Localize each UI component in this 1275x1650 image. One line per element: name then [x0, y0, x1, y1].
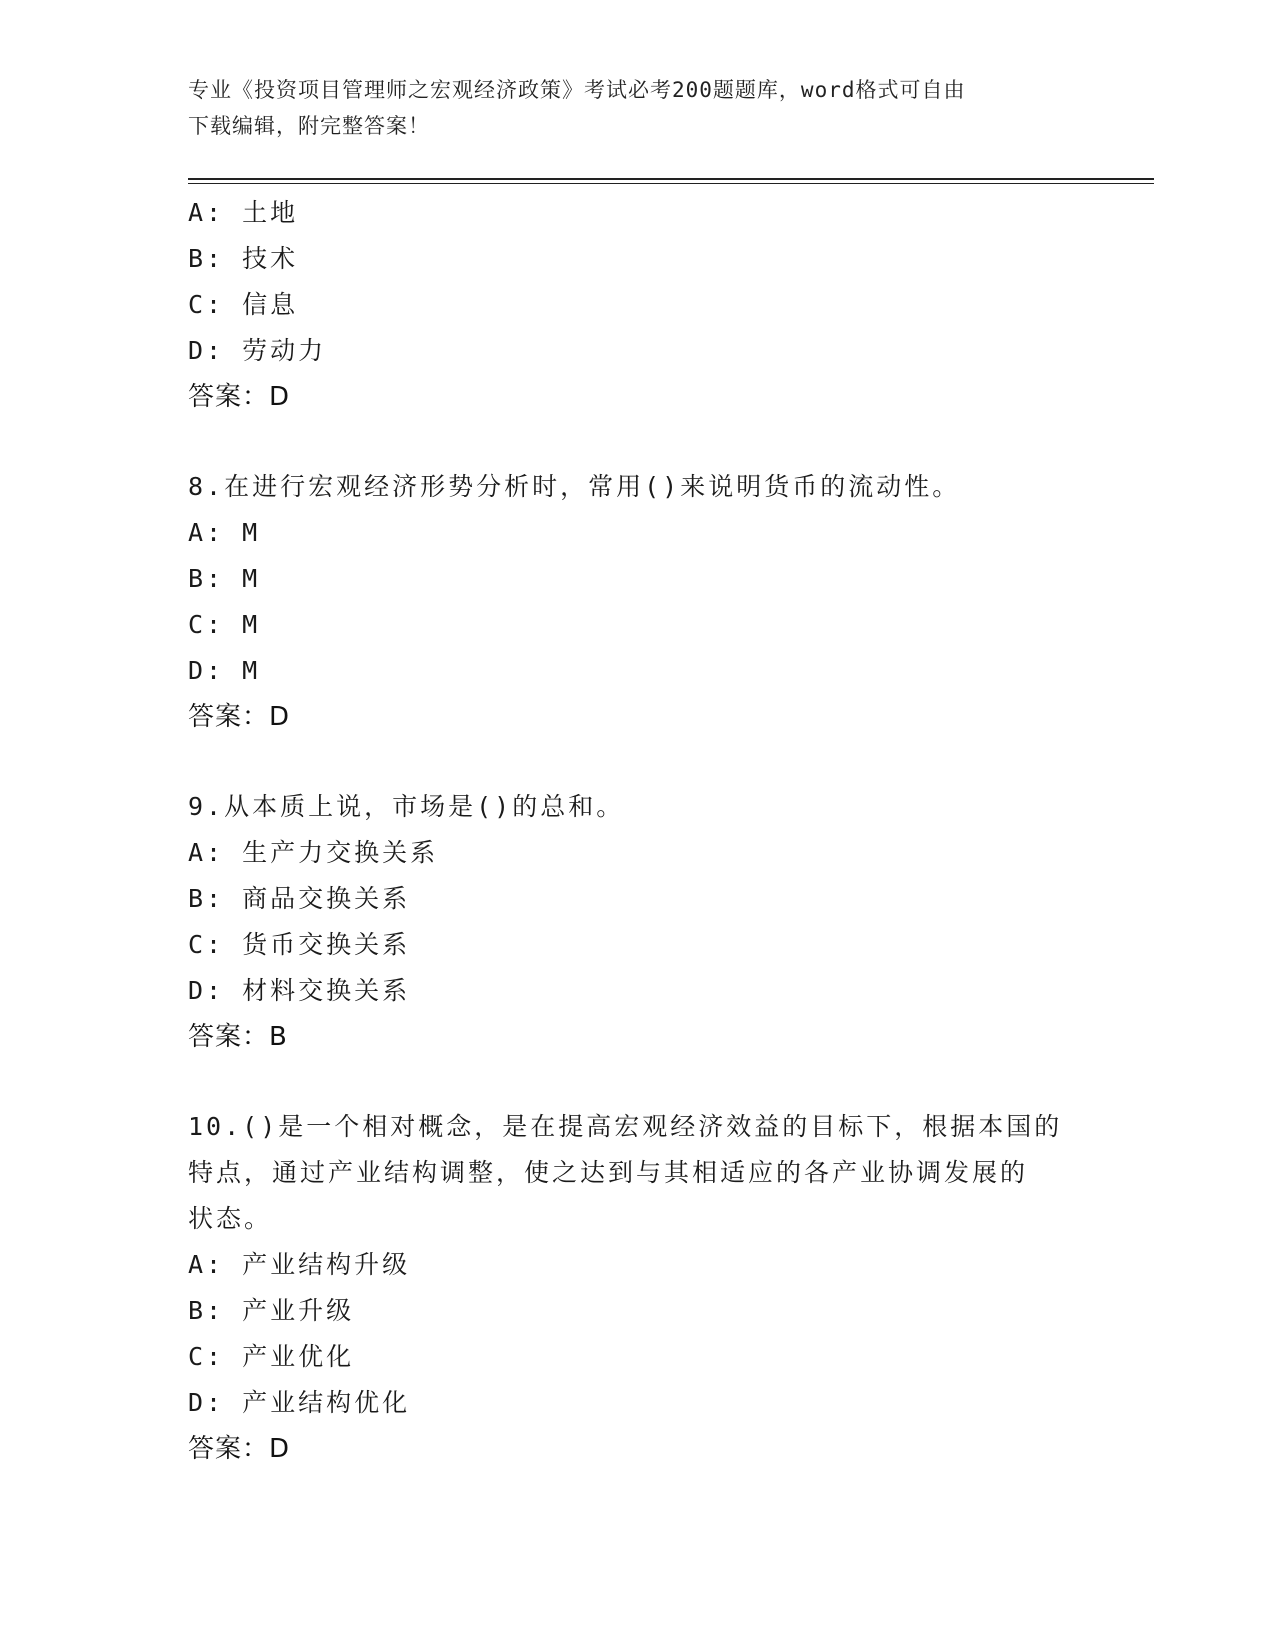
header-divider-thin: [188, 183, 1154, 184]
spacer: [188, 1060, 1088, 1104]
option-d: D: M: [188, 656, 261, 685]
option-d: D: 产业结构优化: [188, 1388, 411, 1417]
option-a: A: 生产力交换关系: [188, 838, 439, 867]
header-line-1: 专业《投资项目管理师之宏观经济政策》考试必考200题题库，word格式可自由: [188, 78, 966, 102]
header-line-2: 下载编辑，附完整答案！: [188, 114, 430, 138]
answer-line: 答案：D: [188, 702, 291, 732]
question-stem-line-1: 10.()是一个相对概念，是在提高宏观经济效益的目标下，根据本国的: [188, 1112, 1063, 1141]
question-stem-line-2: 特点，通过产业结构调整，使之达到与其相适应的各产业协调发展的: [188, 1158, 1029, 1187]
option-c: C: 货币交换关系: [188, 930, 411, 959]
question-stem-line-3: 状态。: [188, 1204, 273, 1233]
option-b: B: 技术: [188, 244, 299, 273]
document-header: [188, 72, 1088, 144]
option-c: C: M: [188, 610, 261, 639]
option-d: D: 材料交换关系: [188, 976, 411, 1005]
option-b: B: M: [188, 564, 261, 593]
question-9-block: [188, 784, 1088, 1060]
option-a: A: 产业结构升级: [188, 1250, 411, 1279]
question-7-block: [188, 190, 1088, 420]
question-list: [188, 190, 1088, 1472]
option-d: D: 劳动力: [188, 336, 327, 365]
option-b: B: 产业升级: [188, 1296, 355, 1325]
option-a: A: 土地: [188, 198, 299, 227]
answer-line: 答案：B: [188, 1022, 288, 1052]
answer-line: 答案：D: [188, 1434, 291, 1464]
question-8-block: [188, 464, 1088, 740]
answer-line: 答案：D: [188, 382, 291, 412]
spacer: [188, 420, 1088, 464]
header-divider-thick: [188, 178, 1154, 180]
option-a: A: M: [188, 518, 261, 547]
option-b: B: 商品交换关系: [188, 884, 411, 913]
question-stem: 8.在进行宏观经济形势分析时，常用()来说明货币的流动性。: [188, 472, 961, 501]
option-c: C: 信息: [188, 290, 299, 319]
question-stem: 9.从本质上说，市场是()的总和。: [188, 792, 625, 821]
question-10-block: [188, 1104, 1088, 1472]
option-c: C: 产业优化: [188, 1342, 355, 1371]
spacer: [188, 740, 1088, 784]
